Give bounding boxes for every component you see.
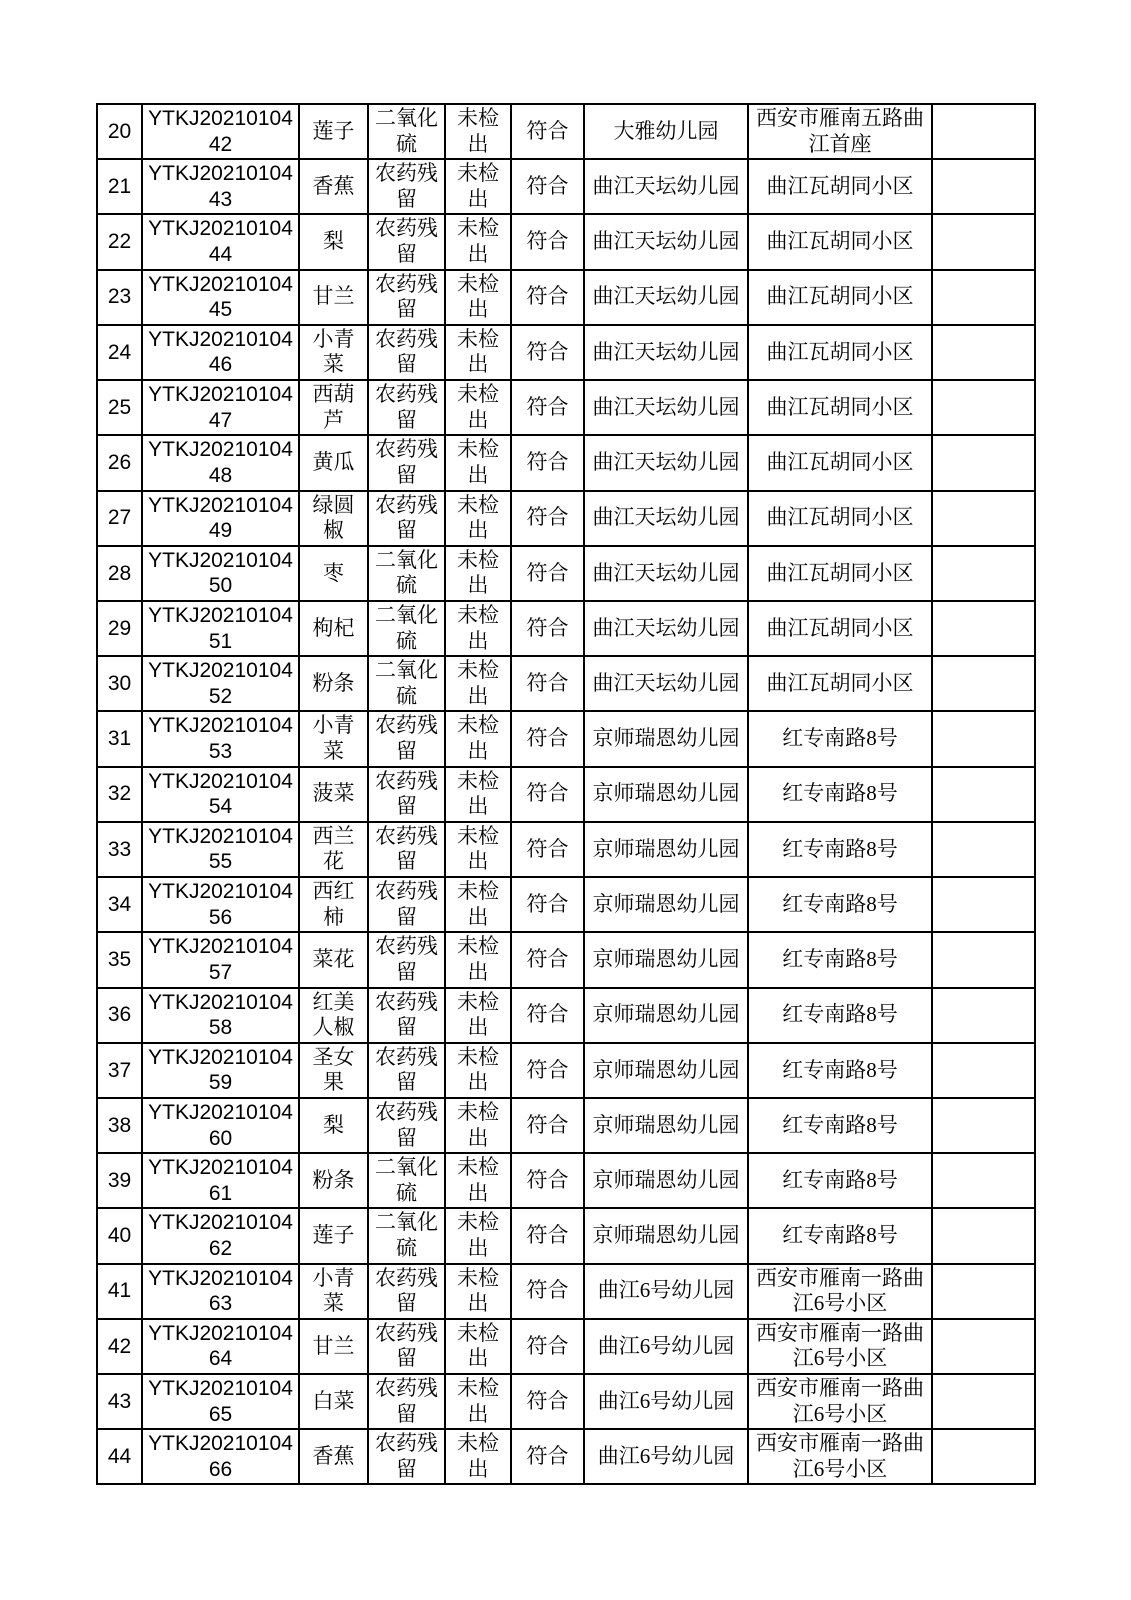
table-row [97, 711, 1035, 766]
test-result-cell: 未检出 [445, 711, 511, 766]
sample-id-cell: YTKJ2021010459 [142, 1043, 299, 1098]
sample-name-cell: 枸杞 [299, 601, 368, 656]
address-cell: 红专南路8号 [748, 932, 932, 987]
test-item-cell: 二氧化硫 [368, 546, 445, 601]
test-item-cell: 农药残留 [368, 325, 445, 380]
organization-cell: 曲江天坛幼儿园 [584, 491, 748, 546]
organization-cell: 曲江天坛幼儿园 [584, 656, 748, 711]
table-row [97, 1098, 1035, 1153]
organization-cell: 曲江天坛幼儿园 [584, 380, 748, 435]
sample-name-cell: 莲子 [299, 1208, 368, 1263]
conclusion-cell: 符合 [511, 1319, 584, 1374]
sample-name-cell: 小青菜 [299, 711, 368, 766]
sample-id-cell: YTKJ2021010458 [142, 988, 299, 1043]
address-cell: 红专南路8号 [748, 1153, 932, 1208]
remark-cell [932, 1208, 1035, 1263]
remark-cell [932, 325, 1035, 380]
row-number-cell: 44 [97, 1429, 142, 1484]
test-result-cell: 未检出 [445, 877, 511, 932]
address-cell: 曲江瓦胡同小区 [748, 601, 932, 656]
conclusion-cell: 符合 [511, 380, 584, 435]
test-item-cell: 二氧化硫 [368, 656, 445, 711]
organization-cell: 京师瑞恩幼儿园 [584, 1153, 748, 1208]
test-result-cell: 未检出 [445, 380, 511, 435]
inspection-results-table [96, 103, 1036, 1485]
sample-id-cell: YTKJ2021010452 [142, 656, 299, 711]
row-number-cell: 20 [97, 104, 142, 159]
organization-cell: 曲江天坛幼儿园 [584, 546, 748, 601]
address-cell: 曲江瓦胡同小区 [748, 214, 932, 269]
row-number-cell: 28 [97, 546, 142, 601]
sample-id-cell: YTKJ2021010453 [142, 711, 299, 766]
table-row [97, 270, 1035, 325]
remark-cell [932, 711, 1035, 766]
remark-cell [932, 380, 1035, 435]
test-item-cell: 农药残留 [368, 711, 445, 766]
remark-cell [932, 656, 1035, 711]
table-row [97, 104, 1035, 159]
table-row [97, 1043, 1035, 1098]
sample-name-cell: 小青菜 [299, 325, 368, 380]
row-number-cell: 37 [97, 1043, 142, 1098]
row-number-cell: 24 [97, 325, 142, 380]
conclusion-cell: 符合 [511, 270, 584, 325]
row-number-cell: 39 [97, 1153, 142, 1208]
row-number-cell: 29 [97, 601, 142, 656]
sample-name-cell: 菜花 [299, 932, 368, 987]
table-body [97, 104, 1035, 1484]
remark-cell [932, 932, 1035, 987]
row-number-cell: 43 [97, 1374, 142, 1429]
sample-name-cell: 西葫芦 [299, 380, 368, 435]
test-item-cell: 农药残留 [368, 932, 445, 987]
sample-name-cell: 西红柿 [299, 877, 368, 932]
remark-cell [932, 1153, 1035, 1208]
address-cell: 曲江瓦胡同小区 [748, 270, 932, 325]
table-row [97, 380, 1035, 435]
address-cell: 西安市雁南五路曲江首座 [748, 104, 932, 159]
row-number-cell: 36 [97, 988, 142, 1043]
address-cell: 曲江瓦胡同小区 [748, 656, 932, 711]
remark-cell [932, 214, 1035, 269]
test-result-cell: 未检出 [445, 325, 511, 380]
row-number-cell: 23 [97, 270, 142, 325]
sample-name-cell: 梨 [299, 214, 368, 269]
row-number-cell: 38 [97, 1098, 142, 1153]
sample-id-cell: YTKJ2021010456 [142, 877, 299, 932]
table-row [97, 988, 1035, 1043]
test-item-cell: 农药残留 [368, 1374, 445, 1429]
conclusion-cell: 符合 [511, 1429, 584, 1484]
organization-cell: 大雅幼儿园 [584, 104, 748, 159]
row-number-cell: 27 [97, 491, 142, 546]
address-cell: 红专南路8号 [748, 1043, 932, 1098]
organization-cell: 京师瑞恩幼儿园 [584, 1098, 748, 1153]
address-cell: 红专南路8号 [748, 822, 932, 877]
test-item-cell: 二氧化硫 [368, 1208, 445, 1263]
sample-name-cell: 梨 [299, 1098, 368, 1153]
test-result-cell: 未检出 [445, 1374, 511, 1429]
test-result-cell: 未检出 [445, 1208, 511, 1263]
row-number-cell: 42 [97, 1319, 142, 1374]
address-cell: 曲江瓦胡同小区 [748, 491, 932, 546]
conclusion-cell: 符合 [511, 767, 584, 822]
sample-id-cell: YTKJ2021010466 [142, 1429, 299, 1484]
test-item-cell: 农药残留 [368, 435, 445, 490]
row-number-cell: 32 [97, 767, 142, 822]
sample-id-cell: YTKJ2021010445 [142, 270, 299, 325]
row-number-cell: 34 [97, 877, 142, 932]
table-row [97, 877, 1035, 932]
sample-name-cell: 粉条 [299, 656, 368, 711]
sample-id-cell: YTKJ2021010460 [142, 1098, 299, 1153]
conclusion-cell: 符合 [511, 214, 584, 269]
test-item-cell: 二氧化硫 [368, 1153, 445, 1208]
address-cell: 红专南路8号 [748, 767, 932, 822]
address-cell: 西安市雁南一路曲江6号小区 [748, 1429, 932, 1484]
sample-name-cell: 菠菜 [299, 767, 368, 822]
table-row [97, 435, 1035, 490]
test-item-cell: 二氧化硫 [368, 104, 445, 159]
conclusion-cell: 符合 [511, 104, 584, 159]
test-item-cell: 农药残留 [368, 380, 445, 435]
test-result-cell: 未检出 [445, 601, 511, 656]
row-number-cell: 41 [97, 1264, 142, 1319]
remark-cell [932, 270, 1035, 325]
remark-cell [932, 1264, 1035, 1319]
remark-cell [932, 767, 1035, 822]
conclusion-cell: 符合 [511, 822, 584, 877]
organization-cell: 曲江天坛幼儿园 [584, 435, 748, 490]
organization-cell: 京师瑞恩幼儿园 [584, 822, 748, 877]
sample-name-cell: 红美人椒 [299, 988, 368, 1043]
remark-cell [932, 822, 1035, 877]
remark-cell [932, 988, 1035, 1043]
test-item-cell: 农药残留 [368, 1264, 445, 1319]
organization-cell: 京师瑞恩幼儿园 [584, 767, 748, 822]
row-number-cell: 26 [97, 435, 142, 490]
organization-cell: 曲江天坛幼儿园 [584, 270, 748, 325]
test-item-cell: 农药残留 [368, 1429, 445, 1484]
organization-cell: 曲江6号幼儿园 [584, 1429, 748, 1484]
test-item-cell: 二氧化硫 [368, 601, 445, 656]
sample-id-cell: YTKJ2021010446 [142, 325, 299, 380]
conclusion-cell: 符合 [511, 1374, 584, 1429]
row-number-cell: 22 [97, 214, 142, 269]
table-row [97, 1264, 1035, 1319]
sample-name-cell: 小青菜 [299, 1264, 368, 1319]
conclusion-cell: 符合 [511, 325, 584, 380]
sample-name-cell: 莲子 [299, 104, 368, 159]
remark-cell [932, 601, 1035, 656]
test-item-cell: 农药残留 [368, 877, 445, 932]
table-row [97, 601, 1035, 656]
sample-name-cell: 黄瓜 [299, 435, 368, 490]
test-item-cell: 农药残留 [368, 1319, 445, 1374]
address-cell: 红专南路8号 [748, 988, 932, 1043]
conclusion-cell: 符合 [511, 656, 584, 711]
table-row [97, 1429, 1035, 1484]
sample-id-cell: YTKJ2021010457 [142, 932, 299, 987]
row-number-cell: 25 [97, 380, 142, 435]
test-item-cell: 农药残留 [368, 270, 445, 325]
sample-id-cell: YTKJ2021010447 [142, 380, 299, 435]
row-number-cell: 33 [97, 822, 142, 877]
conclusion-cell: 符合 [511, 1043, 584, 1098]
test-result-cell: 未检出 [445, 214, 511, 269]
address-cell: 曲江瓦胡同小区 [748, 546, 932, 601]
test-result-cell: 未检出 [445, 491, 511, 546]
sample-name-cell: 枣 [299, 546, 368, 601]
remark-cell [932, 877, 1035, 932]
table-row [97, 1153, 1035, 1208]
sample-id-cell: YTKJ2021010462 [142, 1208, 299, 1263]
table-row [97, 767, 1035, 822]
table-row [97, 214, 1035, 269]
sample-id-cell: YTKJ2021010451 [142, 601, 299, 656]
sample-name-cell: 圣女果 [299, 1043, 368, 1098]
test-item-cell: 农药残留 [368, 822, 445, 877]
conclusion-cell: 符合 [511, 1208, 584, 1263]
sample-name-cell: 甘兰 [299, 270, 368, 325]
row-number-cell: 21 [97, 159, 142, 214]
test-item-cell: 农药残留 [368, 214, 445, 269]
remark-cell [932, 1319, 1035, 1374]
table-row [97, 656, 1035, 711]
row-number-cell: 35 [97, 932, 142, 987]
sample-id-cell: YTKJ2021010450 [142, 546, 299, 601]
sample-id-cell: YTKJ2021010454 [142, 767, 299, 822]
table-row [97, 1374, 1035, 1429]
test-result-cell: 未检出 [445, 822, 511, 877]
sample-name-cell: 粉条 [299, 1153, 368, 1208]
address-cell: 西安市雁南一路曲江6号小区 [748, 1319, 932, 1374]
sample-name-cell: 绿圆椒 [299, 491, 368, 546]
remark-cell [932, 491, 1035, 546]
sample-id-cell: YTKJ2021010449 [142, 491, 299, 546]
conclusion-cell: 符合 [511, 546, 584, 601]
address-cell: 红专南路8号 [748, 877, 932, 932]
organization-cell: 曲江天坛幼儿园 [584, 325, 748, 380]
test-item-cell: 农药残留 [368, 491, 445, 546]
organization-cell: 京师瑞恩幼儿园 [584, 711, 748, 766]
organization-cell: 京师瑞恩幼儿园 [584, 1208, 748, 1263]
sample-id-cell: YTKJ2021010465 [142, 1374, 299, 1429]
test-result-cell: 未检出 [445, 1043, 511, 1098]
sample-id-cell: YTKJ2021010463 [142, 1264, 299, 1319]
sample-name-cell: 白菜 [299, 1374, 368, 1429]
table-row [97, 1208, 1035, 1263]
address-cell: 西安市雁南一路曲江6号小区 [748, 1264, 932, 1319]
row-number-cell: 31 [97, 711, 142, 766]
test-result-cell: 未检出 [445, 1264, 511, 1319]
sample-id-cell: YTKJ2021010443 [142, 159, 299, 214]
conclusion-cell: 符合 [511, 435, 584, 490]
test-result-cell: 未检出 [445, 1319, 511, 1374]
conclusion-cell: 符合 [511, 988, 584, 1043]
sample-id-cell: YTKJ2021010455 [142, 822, 299, 877]
address-cell: 红专南路8号 [748, 1098, 932, 1153]
test-item-cell: 农药残留 [368, 159, 445, 214]
table-row [97, 546, 1035, 601]
organization-cell: 京师瑞恩幼儿园 [584, 988, 748, 1043]
conclusion-cell: 符合 [511, 1098, 584, 1153]
conclusion-cell: 符合 [511, 601, 584, 656]
table-row [97, 159, 1035, 214]
test-result-cell: 未检出 [445, 104, 511, 159]
sample-id-cell: YTKJ2021010444 [142, 214, 299, 269]
remark-cell [932, 104, 1035, 159]
organization-cell: 曲江天坛幼儿园 [584, 601, 748, 656]
row-number-cell: 30 [97, 656, 142, 711]
sample-id-cell: YTKJ2021010442 [142, 104, 299, 159]
address-cell: 曲江瓦胡同小区 [748, 325, 932, 380]
sample-id-cell: YTKJ2021010448 [142, 435, 299, 490]
address-cell: 曲江瓦胡同小区 [748, 159, 932, 214]
sample-name-cell: 西兰花 [299, 822, 368, 877]
sample-name-cell: 香蕉 [299, 159, 368, 214]
remark-cell [932, 435, 1035, 490]
test-item-cell: 农药残留 [368, 1043, 445, 1098]
test-result-cell: 未检出 [445, 159, 511, 214]
conclusion-cell: 符合 [511, 932, 584, 987]
sample-id-cell: YTKJ2021010464 [142, 1319, 299, 1374]
organization-cell: 京师瑞恩幼儿园 [584, 1043, 748, 1098]
organization-cell: 京师瑞恩幼儿园 [584, 877, 748, 932]
conclusion-cell: 符合 [511, 711, 584, 766]
remark-cell [932, 1043, 1035, 1098]
table-row [97, 325, 1035, 380]
address-cell: 西安市雁南一路曲江6号小区 [748, 1374, 932, 1429]
organization-cell: 曲江天坛幼儿园 [584, 159, 748, 214]
address-cell: 曲江瓦胡同小区 [748, 380, 932, 435]
test-result-cell: 未检出 [445, 1098, 511, 1153]
table-row [97, 822, 1035, 877]
table-row [97, 1319, 1035, 1374]
conclusion-cell: 符合 [511, 491, 584, 546]
sample-name-cell: 甘兰 [299, 1319, 368, 1374]
conclusion-cell: 符合 [511, 159, 584, 214]
remark-cell [932, 1429, 1035, 1484]
address-cell: 红专南路8号 [748, 1208, 932, 1263]
test-result-cell: 未检出 [445, 546, 511, 601]
test-result-cell: 未检出 [445, 932, 511, 987]
test-item-cell: 农药残留 [368, 988, 445, 1043]
organization-cell: 曲江6号幼儿园 [584, 1374, 748, 1429]
organization-cell: 京师瑞恩幼儿园 [584, 932, 748, 987]
test-result-cell: 未检出 [445, 435, 511, 490]
test-item-cell: 农药残留 [368, 1098, 445, 1153]
test-result-cell: 未检出 [445, 1429, 511, 1484]
test-result-cell: 未检出 [445, 1153, 511, 1208]
remark-cell [932, 159, 1035, 214]
test-result-cell: 未检出 [445, 988, 511, 1043]
test-result-cell: 未检出 [445, 656, 511, 711]
table-row [97, 491, 1035, 546]
sample-name-cell: 香蕉 [299, 1429, 368, 1484]
remark-cell [932, 546, 1035, 601]
organization-cell: 曲江6号幼儿园 [584, 1264, 748, 1319]
test-result-cell: 未检出 [445, 270, 511, 325]
conclusion-cell: 符合 [511, 1264, 584, 1319]
organization-cell: 曲江天坛幼儿园 [584, 214, 748, 269]
row-number-cell: 40 [97, 1208, 142, 1263]
remark-cell [932, 1374, 1035, 1429]
remark-cell [932, 1098, 1035, 1153]
address-cell: 红专南路8号 [748, 711, 932, 766]
conclusion-cell: 符合 [511, 877, 584, 932]
address-cell: 曲江瓦胡同小区 [748, 435, 932, 490]
conclusion-cell: 符合 [511, 1153, 584, 1208]
test-result-cell: 未检出 [445, 767, 511, 822]
test-item-cell: 农药残留 [368, 767, 445, 822]
organization-cell: 曲江6号幼儿园 [584, 1319, 748, 1374]
sample-id-cell: YTKJ2021010461 [142, 1153, 299, 1208]
table-row [97, 932, 1035, 987]
